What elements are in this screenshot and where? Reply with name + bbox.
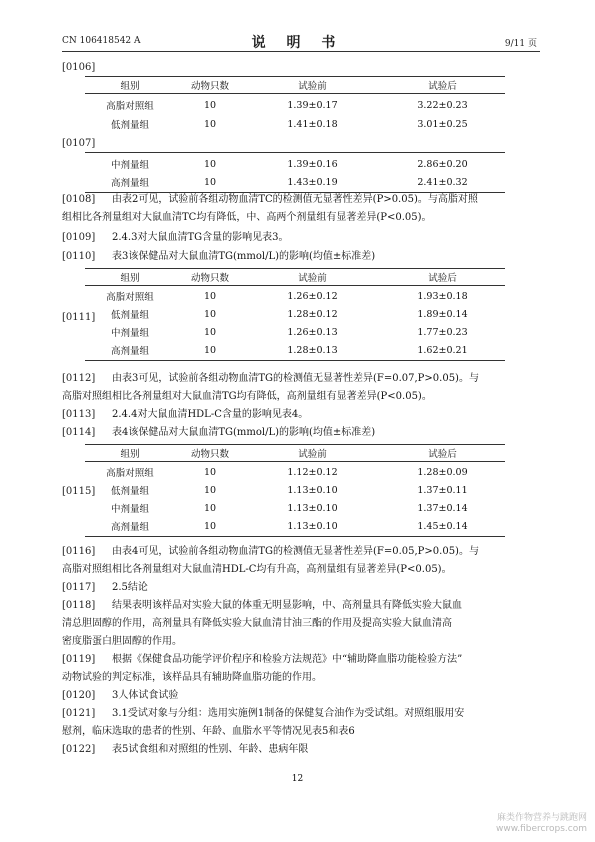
watermark — [496, 813, 587, 835]
header-cell: 试验前 — [298, 273, 327, 284]
para-number: [0122] — [62, 744, 96, 755]
header-cell: 组别 — [120, 449, 140, 460]
para-0118 — [62, 597, 540, 651]
table-cell: 高剂量组 — [110, 346, 149, 357]
table-rule — [85, 152, 505, 153]
table-cell: 3.01±0.25 — [417, 118, 468, 130]
table-2-top — [85, 76, 505, 132]
para-number: [0115] — [62, 486, 96, 497]
table-cell: 高剂量组 — [110, 522, 149, 533]
header-cell: 试验后 — [428, 273, 457, 284]
table-cell: 1.93±0.18 — [417, 290, 468, 302]
watermark-url: www.fibercrops.com — [496, 824, 587, 834]
para-0110 — [62, 248, 540, 266]
para-0112 — [62, 370, 540, 406]
table-cell: 1.12±0.12 — [287, 466, 338, 478]
para-0122 — [62, 741, 540, 759]
para-line: 根据《保健食品功能学评价程序和检验方法规范》中“辅助降血脂功能检验方法” — [112, 654, 463, 665]
para-line: 3.1受试对象与分组：选用实施例1制备的保健复合油作为受试组。对照组服用安 — [112, 708, 465, 719]
para-number: [0107] — [62, 138, 96, 149]
table-cell: 1.62±0.21 — [417, 344, 468, 356]
para-line: 结果表明该样品对实验大鼠的体重无明显影响，中、高剂量具有降低实验大鼠血 — [112, 600, 462, 611]
para-0116 — [62, 543, 540, 579]
table-row — [85, 97, 505, 113]
para-number: [0112] — [62, 373, 96, 384]
watermark-title: 麻类作物营养与跳跑网 — [496, 813, 587, 823]
table-header-row — [85, 445, 505, 461]
table-row — [85, 518, 505, 534]
para-line: 动物试验的判定标准，该样品具有辅助降血脂功能的作用。 — [62, 672, 322, 683]
table-row — [85, 324, 505, 340]
table-cell: 1.13±0.10 — [287, 502, 338, 514]
table-cell: 1.39±0.16 — [287, 158, 338, 170]
table-cell: 低剂量组 — [110, 486, 149, 497]
table-row — [85, 500, 505, 516]
table-cell: 10 — [203, 344, 217, 356]
para-line: 由表2可见，试验前各组动物血清TC的检测值无显著性差异(P>0.05)。与高脂对照 — [112, 194, 478, 205]
table-rule — [85, 285, 505, 286]
table-caption: 表4该保健品对大鼠血清TG(mmol/L)的影响(均值±标准差) — [112, 427, 376, 438]
table-row — [85, 116, 505, 132]
para-text: 2.5结论 — [112, 582, 148, 593]
para-text: 2.4.3对大鼠血清TG含量的影响见表3。 — [112, 232, 289, 243]
header-rule — [62, 51, 540, 52]
table-cell: 10 — [203, 520, 217, 532]
table-caption: 表5试食组和对照组的性别、年龄、患病年限 — [112, 744, 309, 755]
table-cell: 1.37±0.11 — [417, 484, 468, 496]
table-cell: 1.28±0.12 — [287, 308, 338, 320]
table-cell: 1.89±0.14 — [417, 308, 468, 320]
para-number: [0108] — [62, 194, 96, 205]
para-number: [0121] — [62, 708, 96, 719]
para-line: 高脂对照组相比各剂量组对大鼠血清TG均有降低，高剂量组有显著差异(P<0.05)。 — [62, 391, 432, 402]
table-row — [85, 156, 505, 172]
table-cell: 10 — [203, 466, 217, 478]
table-3 — [85, 268, 505, 361]
para-0107 — [62, 138, 95, 149]
header-cell: 组别 — [120, 273, 140, 284]
para-0120 — [62, 687, 540, 705]
table-cell: 1.43±0.19 — [287, 176, 338, 188]
para-number: [0113] — [62, 409, 96, 420]
table-2-bottom — [85, 152, 505, 193]
table-cell: 3.22±0.23 — [417, 99, 468, 111]
para-line: 组相比各剂量组对大鼠血清TC均有降低，中、高两个剂量组有显著差异(P<0.05)。 — [62, 212, 432, 223]
para-number: [0120] — [62, 690, 96, 701]
table-rule — [85, 93, 505, 94]
table-cell: 1.13±0.10 — [287, 484, 338, 496]
table-cell: 10 — [203, 118, 217, 130]
header-cell: 试验后 — [428, 449, 457, 460]
patent-number: CN 106418542 A — [62, 36, 141, 46]
document-title: 说 明 书 — [251, 35, 344, 51]
table-cell: 10 — [203, 176, 217, 188]
table-cell: 中剂量组 — [110, 328, 149, 339]
table-4 — [85, 444, 505, 537]
table-cell: 1.41±0.18 — [287, 118, 338, 130]
table-row — [85, 174, 505, 190]
table-rule — [85, 360, 505, 361]
page-number: 12 — [291, 774, 304, 784]
table-cell: 中剂量组 — [110, 160, 149, 171]
para-number: [0117] — [62, 582, 96, 593]
table-cell: 1.13±0.10 — [287, 520, 338, 532]
table-cell: 10 — [203, 99, 217, 111]
para-line: 高脂对照组相比各剂量组对大鼠血清HDL-C均有升高，高剂量组有显著差异(P<0.05)。 — [62, 564, 452, 575]
table-cell: 高脂对照组 — [106, 101, 154, 112]
table-cell: 10 — [203, 326, 217, 338]
para-0106 — [62, 62, 95, 73]
table-cell: 1.39±0.17 — [287, 99, 338, 111]
table-cell: 10 — [203, 502, 217, 514]
table-cell: 高脂对照组 — [106, 292, 154, 303]
para-number: [0114] — [62, 427, 96, 438]
table-cell: 2.86±0.20 — [417, 158, 468, 170]
table-row — [85, 288, 505, 304]
para-line: 由表3可见，试验前各组动物血清TG的检测值无显著性差异(F=0.07,P>0.05)。与 — [112, 373, 479, 384]
para-0113 — [62, 406, 540, 424]
table-cell: 1.28±0.13 — [287, 344, 338, 356]
table-row — [85, 482, 505, 498]
para-text: 2.4.4对大鼠血清HDL-C含量的影响见表4。 — [112, 409, 309, 420]
para-0109 — [62, 229, 540, 247]
header-cell: 动物只数 — [190, 449, 229, 460]
header-cell: 组别 — [120, 81, 140, 92]
table-rule — [85, 536, 505, 537]
table-cell: 低剂量组 — [110, 310, 149, 321]
table-cell: 1.77±0.23 — [417, 326, 468, 338]
table-header-row — [85, 77, 505, 93]
table-header-row — [85, 269, 505, 285]
header-cell: 试验后 — [428, 81, 457, 92]
para-line: 密度脂蛋白胆固醇的作用。 — [62, 636, 182, 647]
table-cell: 中剂量组 — [110, 504, 149, 515]
header-cell: 动物只数 — [190, 81, 229, 92]
para-number: [0119] — [62, 654, 96, 665]
para-0119 — [62, 651, 540, 687]
para-number: [0111] — [62, 312, 96, 323]
table-rule — [85, 461, 505, 462]
para-number: [0110] — [62, 251, 96, 262]
table-cell: 1.28±0.09 — [417, 466, 468, 478]
table-cell: 1.37±0.14 — [417, 502, 468, 514]
para-number: [0106] — [62, 62, 96, 73]
para-number: [0118] — [62, 600, 96, 611]
table-cell: 1.26±0.12 — [287, 290, 338, 302]
para-line: 慰剂，临床选取的患者的性别、年龄、血脂水平等情况见表5和表6 — [62, 726, 355, 737]
table-cell: 10 — [203, 290, 217, 302]
table-cell: 10 — [203, 484, 217, 496]
table-cell: 10 — [203, 308, 217, 320]
para-0108 — [62, 191, 540, 227]
section-heading: 3人体试食试验 — [112, 690, 179, 701]
table-cell: 2.41±0.32 — [417, 176, 468, 188]
table-cell: 高脂对照组 — [106, 468, 154, 479]
table-cell: 高剂量组 — [110, 178, 149, 189]
para-line: 由表4可见，试验前各组动物血清TG的检测值无显著性差异(F=0.05,P>0.05)。与 — [112, 546, 479, 557]
para-0114 — [62, 424, 540, 442]
table-cell: 1.45±0.14 — [417, 520, 468, 532]
table-cell: 1.26±0.13 — [287, 326, 338, 338]
page-indicator: 9/11 页 — [504, 39, 537, 49]
table-cell: 10 — [203, 158, 217, 170]
para-line: 清总胆固醇的作用，高剂量具有降低实验大鼠血清甘油三酯的作用及提高实验大鼠血清高 — [62, 618, 452, 629]
table-cell: 低剂量组 — [110, 120, 149, 131]
table-row — [85, 306, 505, 322]
para-0121 — [62, 705, 540, 741]
table-caption: 表3该保健品对大鼠血清TG(mmol/L)的影响(均值±标准差) — [112, 251, 376, 262]
para-number: [0116] — [62, 546, 96, 557]
para-0117 — [62, 579, 540, 597]
header-cell: 动物只数 — [190, 273, 229, 284]
table-row — [85, 342, 505, 358]
table-row — [85, 464, 505, 480]
para-number: [0109] — [62, 232, 96, 243]
header-cell: 试验前 — [298, 449, 327, 460]
header-cell: 试验前 — [298, 81, 327, 92]
